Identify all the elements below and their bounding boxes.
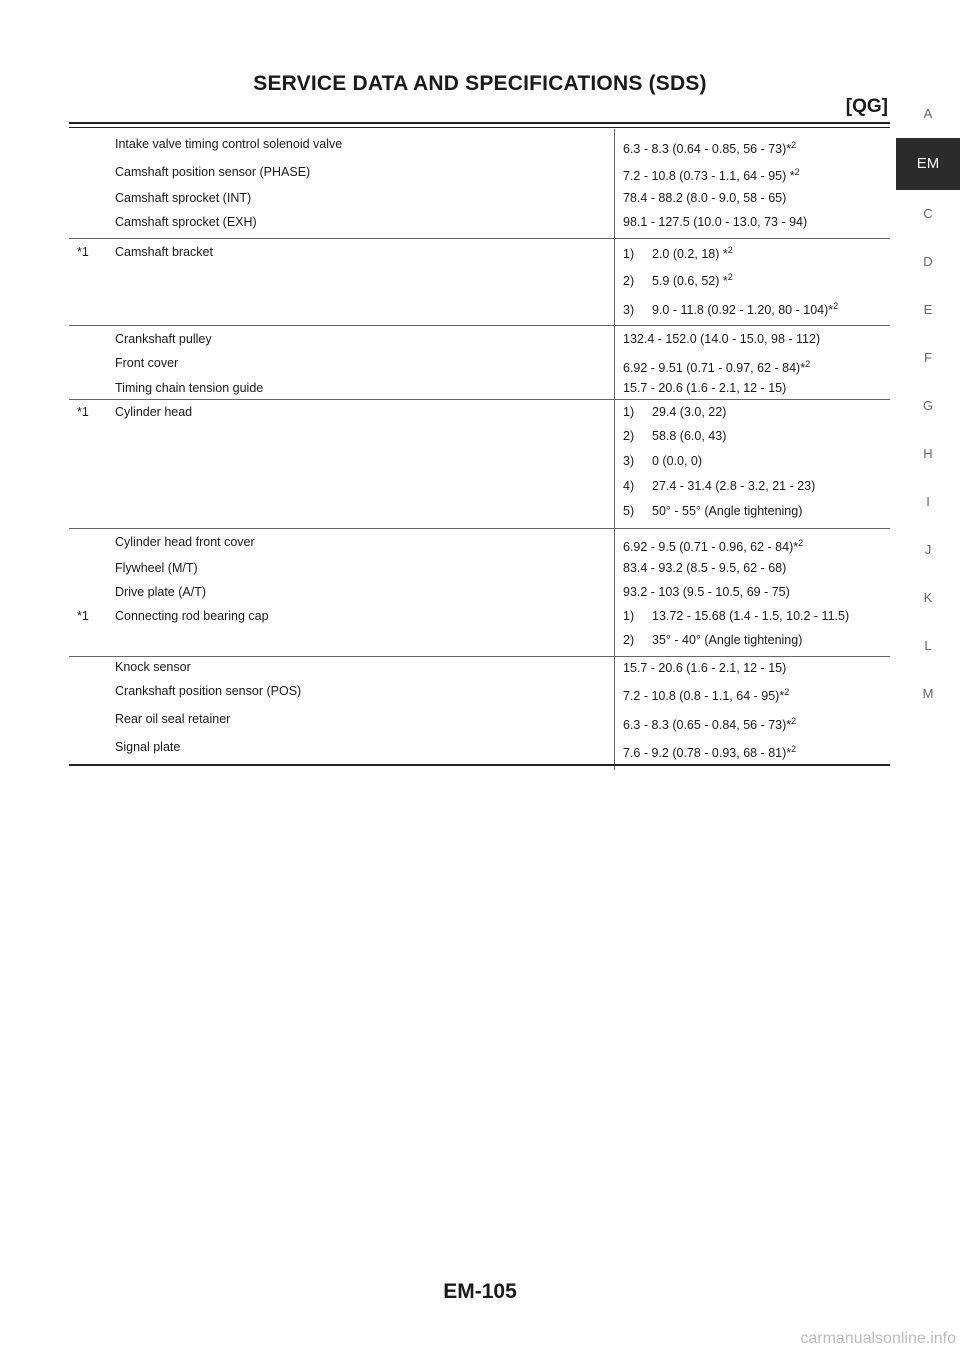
- engine-code: [QG]: [845, 96, 888, 117]
- table-row: [69, 157, 890, 184]
- table-row: [69, 292, 890, 325]
- table-row: [69, 425, 890, 450]
- component-name: Camshaft position sensor (PHASE): [115, 165, 311, 179]
- section-tab-d[interactable]: D: [923, 254, 933, 269]
- component-name: Drive plate (A/T): [115, 585, 206, 599]
- table-row: [69, 129, 890, 157]
- component-name: Signal plate: [115, 740, 181, 754]
- component-name: Cylinder head: [115, 404, 193, 419]
- header-rule-thin: [69, 127, 890, 128]
- footnote-mark: *1: [77, 244, 89, 259]
- component-name: Intake valve timing control solenoid valve: [115, 137, 343, 151]
- table-row: [69, 238, 890, 264]
- table-row: [69, 208, 890, 238]
- table-row: [69, 399, 890, 425]
- table-row: [69, 264, 890, 292]
- torque-value: 1) 13.72 - 15.68 (1.4 - 1.5, 10.2 - 11.5): [615, 606, 891, 630]
- section-tab-a[interactable]: A: [923, 106, 933, 121]
- torque-value: 2) 5.9 (0.6, 52) *$^2$: [615, 264, 891, 292]
- table-row: [69, 581, 890, 606]
- page-title: SERVICE DATA AND SPECIFICATIONS (SDS): [253, 72, 707, 95]
- torque-value: 2) 58.8 (6.0, 43): [615, 425, 891, 450]
- section-tab-em[interactable]: EM: [896, 138, 960, 190]
- torque-value: 7.2 - 10.8 (0.8 - 1.1, 64 - 95)*$^2$: [615, 680, 891, 708]
- torque-value: 1) 29.4 (3.0, 22): [615, 399, 891, 425]
- table-row: [69, 630, 890, 656]
- torque-value: 132.4 - 152.0 (14.0 - 15.0, 98 - 112): [615, 325, 891, 349]
- torque-value: 3) 0 (0.0, 0): [615, 450, 891, 475]
- table-row: [69, 528, 890, 556]
- table-row: [69, 475, 890, 500]
- component-name: Camshaft bracket: [115, 244, 213, 259]
- table-row: [69, 325, 890, 349]
- table-row: [69, 377, 890, 399]
- torque-value: 15.7 - 20.6 (1.6 - 2.1, 12 - 15): [615, 656, 891, 680]
- torque-value: 83.4 - 93.2 (8.5 - 9.5, 62 - 68): [615, 556, 891, 581]
- torque-value: 7.2 - 10.8 (0.73 - 1.1, 64 - 95) *$^2$: [615, 157, 891, 184]
- torque-value: 4) 27.4 - 31.4 (2.8 - 3.2, 21 - 23): [615, 475, 891, 500]
- section-tab-f[interactable]: F: [924, 350, 932, 365]
- torque-value: 2) 35° - 40° (Angle tightening): [615, 630, 891, 656]
- component-name: Rear oil seal retainer: [115, 712, 231, 726]
- torque-value: 1) 2.0 (0.2, 18) *$^2$: [615, 238, 891, 264]
- component-name: Flywheel (M/T): [115, 561, 198, 575]
- page-number: EM-105: [443, 1280, 517, 1303]
- footnote-mark: *1: [77, 404, 89, 419]
- torque-value: 6.3 - 8.3 (0.64 - 0.85, 56 - 73)*$^2$: [615, 129, 891, 157]
- table-row: [69, 184, 890, 208]
- section-tab-i[interactable]: I: [926, 494, 930, 509]
- torque-value: 3) 9.0 - 11.8 (0.92 - 1.20, 80 - 104)*$^2$: [615, 292, 891, 325]
- section-index-sidebar: [896, 90, 960, 718]
- torque-value: 7.6 - 9.2 (0.78 - 0.93, 68 - 81)*$^2$: [615, 736, 891, 770]
- component-name: Camshaft sprocket (INT): [115, 191, 252, 205]
- section-tab-j[interactable]: J: [924, 542, 932, 557]
- component-name: Knock sensor: [115, 659, 191, 674]
- torque-spec-table: [69, 129, 890, 770]
- section-tab-g[interactable]: G: [922, 398, 934, 413]
- table-row: [69, 708, 890, 736]
- table-row: [69, 656, 890, 680]
- torque-value: 15.7 - 20.6 (1.6 - 2.1, 12 - 15): [615, 377, 891, 399]
- torque-value: 6.92 - 9.51 (0.71 - 0.97, 62 - 84)*$^2$: [615, 349, 891, 377]
- section-tab-m[interactable]: M: [922, 686, 934, 701]
- torque-value: 78.4 - 88.2 (8.0 - 9.0, 58 - 65): [615, 184, 891, 208]
- table-row: [69, 556, 890, 581]
- component-name: Crankshaft pulley: [115, 331, 212, 346]
- torque-value: 6.3 - 8.3 (0.65 - 0.84, 56 - 73)*$^2$: [615, 708, 891, 736]
- torque-value: 5) 50° - 55° (Angle tightening): [615, 500, 891, 528]
- table-row: [69, 606, 890, 630]
- table-row: [69, 680, 890, 708]
- component-name: Connecting rod bearing cap: [115, 609, 269, 623]
- component-name: Timing chain tension guide: [115, 377, 615, 399]
- section-tab-l[interactable]: L: [924, 638, 932, 653]
- table-row: [69, 500, 890, 528]
- header-rule: [69, 122, 890, 124]
- table-row: [69, 349, 890, 377]
- watermark: carmanualsonline.info: [800, 1330, 956, 1347]
- section-tab-e[interactable]: E: [923, 302, 933, 317]
- component-name: Crankshaft position sensor (POS): [115, 684, 302, 698]
- torque-value: 6.92 - 9.5 (0.71 - 0.96, 62 - 84)*$^2$: [615, 528, 891, 556]
- section-tab-h[interactable]: H: [923, 446, 933, 461]
- section-tab-c[interactable]: C: [923, 206, 933, 221]
- component-name: Cylinder head front cover: [115, 534, 255, 549]
- torque-value: 93.2 - 103 (9.5 - 10.5, 69 - 75): [615, 581, 891, 606]
- section-tab-k[interactable]: K: [923, 590, 933, 605]
- component-name: Camshaft sprocket (EXH): [115, 208, 615, 238]
- footnote-mark: *1: [77, 609, 89, 623]
- table-bottom-rule: [69, 764, 890, 766]
- torque-value: 98.1 - 127.5 (10.0 - 13.0, 73 - 94): [615, 208, 891, 238]
- table-row: [69, 450, 890, 475]
- component-name: Front cover: [115, 356, 179, 370]
